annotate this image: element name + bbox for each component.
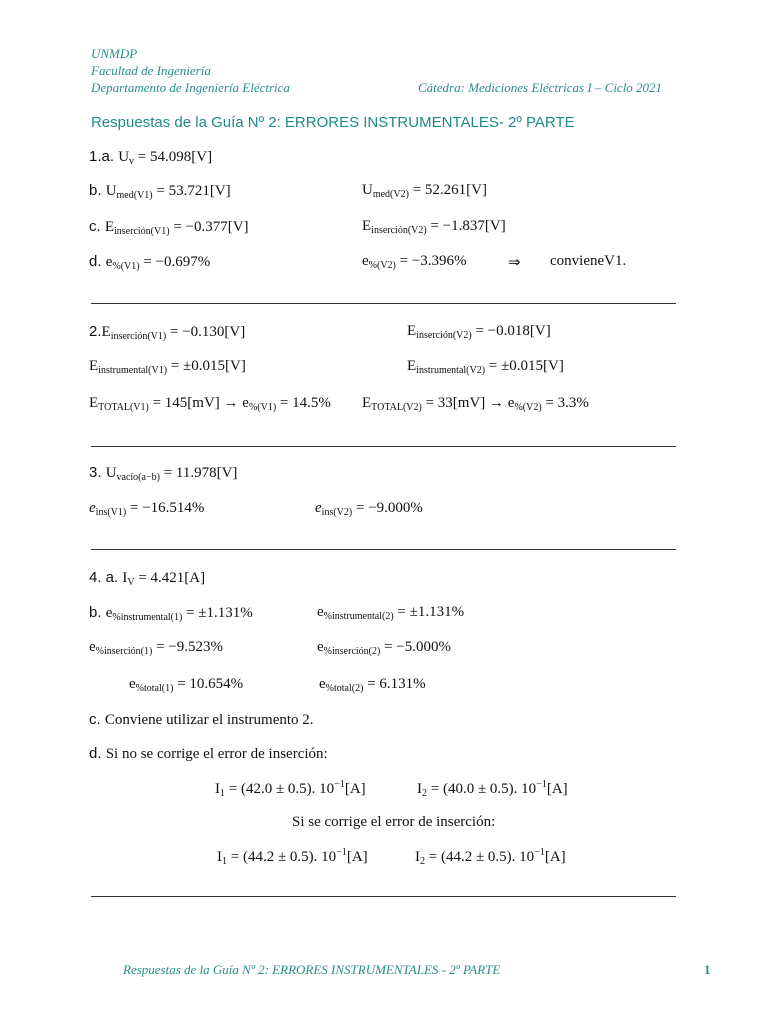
answer-3-eins-v2: $e_{ins(V2)} = -9.000\%$ — [315, 500, 423, 518]
answer-1c-v1: c. $E_{inserción(V1)} = -0.377[V]$ — [89, 218, 249, 237]
answer-2-insercion-v2: $E_{inserción(V2)} = -0.018[V]$ — [407, 323, 551, 341]
answer-4b-instrumental-2: $e_{\%instrumental(2)} = \pm 1.131\%$ — [317, 604, 465, 622]
answer-2-total-v2: $E_{TOTAL(V2)} = 33[mV] \to e_{\%(V2)} = 3.3\%$ — [362, 395, 589, 413]
separator-3 — [91, 549, 676, 550]
answer-3-uvacio: 3. $U_{vacío(a-b)} = 11.978[V]$ — [89, 464, 238, 483]
answer-4b-insercion-2: $e_{\%inserción(2)} = -5.000\%$ — [317, 639, 451, 657]
answer-4c: c. Conviene utilizar el instrumento 2. — [89, 711, 314, 728]
corrected-i2: $I_2 = (44.2 \pm 0.5)$. $10^{-1}[A]$ — [415, 847, 566, 867]
answer-3-eins-v1: $e_{ins(V1)} = -16.514\%$ — [89, 500, 205, 518]
implies-arrow: ⇒ — [508, 255, 521, 271]
answer-2-instrumental-v1: $E_{instrumental(V1)} = \pm 0.015[V]$ — [89, 358, 246, 376]
answer-1b-v1: b. $U_{med(V1)} = 53.721[V]$ — [89, 182, 231, 201]
answer-2-instrumental-v2: $E_{instrumental(V2)} = \pm 0.015[V]$ — [407, 358, 564, 376]
answer-4b-total-2: $e_{\%total(2)} = 6.131\%$ — [319, 676, 426, 694]
header-department: Departamento de Ingeniería Eléctrica — [91, 80, 290, 95]
answer-2-insercion-v1: $2.E_{inserción(V1)} = -0.130[V]$ — [89, 323, 246, 342]
answer-4d: d. Si no se corrige el error de inserción: — [89, 745, 328, 762]
header-university: UNMDP — [91, 46, 138, 61]
footer-title: Respuestas de la Guía Nº 2: ERRORES INSTRUMENTALES - 2º PARTE — [123, 962, 501, 977]
answer-1d-v2: $e_{\%(V2)} = -3.396\%$ — [362, 253, 467, 271]
uncorrected-i1: $I_1 = (42.0 \pm 0.5)$. $10^{-1}[A]$ — [215, 779, 366, 799]
answer-1b-v2: $U_{med(V2)} = 52.261[V]$ — [362, 182, 487, 200]
page-number: 1 — [704, 962, 711, 977]
answer-1a: 1.a. $U_v = 54.098[V]$ — [89, 148, 213, 167]
separator-2 — [91, 446, 676, 447]
answer-4b-insercion-1: $e_{\%inserción(1)} = -9.523\%$ — [89, 639, 223, 657]
answer-4b-total-1: $e_{\%total(1)} = 10.654\%$ — [129, 676, 244, 694]
answer-4b-instrumental-1: b. $e_{\%instrumental(1)} = \pm 1.131\%$ — [89, 604, 253, 623]
header-faculty: Facultad de Ingeniería — [91, 63, 211, 78]
header-chair: Cátedra: Mediciones Eléctricas I – Ciclo 2021 — [418, 80, 663, 95]
answer-1d-v1: d. $e_{\%(V1)} = -0.697\%$ — [89, 253, 211, 272]
answer-2-total-v1: $E_{TOTAL(V1)} = 145[mV] \to e_{\%(V1)} = 14.5\%$ — [89, 395, 331, 413]
corrected-i1: $I_1 = (44.2 \pm 0.5)$. $10^{-1}[A]$ — [217, 847, 368, 867]
answer-1c-v2: $E_{inserción(V2)} = -1.837[V]$ — [362, 218, 506, 236]
page-title: Respuestas de la Guía Nº 2: ERRORES INSTRUMENTALES- 2º PARTE — [91, 114, 575, 131]
answer-4a: 4. a. $I_V = 4.421[A]$ — [89, 569, 206, 588]
separator-4 — [91, 896, 676, 897]
uncorrected-i2: $I_2 = (40.0 \pm 0.5)$. $10^{-1}[A]$ — [417, 779, 568, 799]
answer-1d-conclusion: convieneV1. — [550, 253, 627, 269]
separator-1 — [91, 303, 676, 304]
corrected-heading: Si se corrige el error de inserción: — [292, 814, 496, 830]
